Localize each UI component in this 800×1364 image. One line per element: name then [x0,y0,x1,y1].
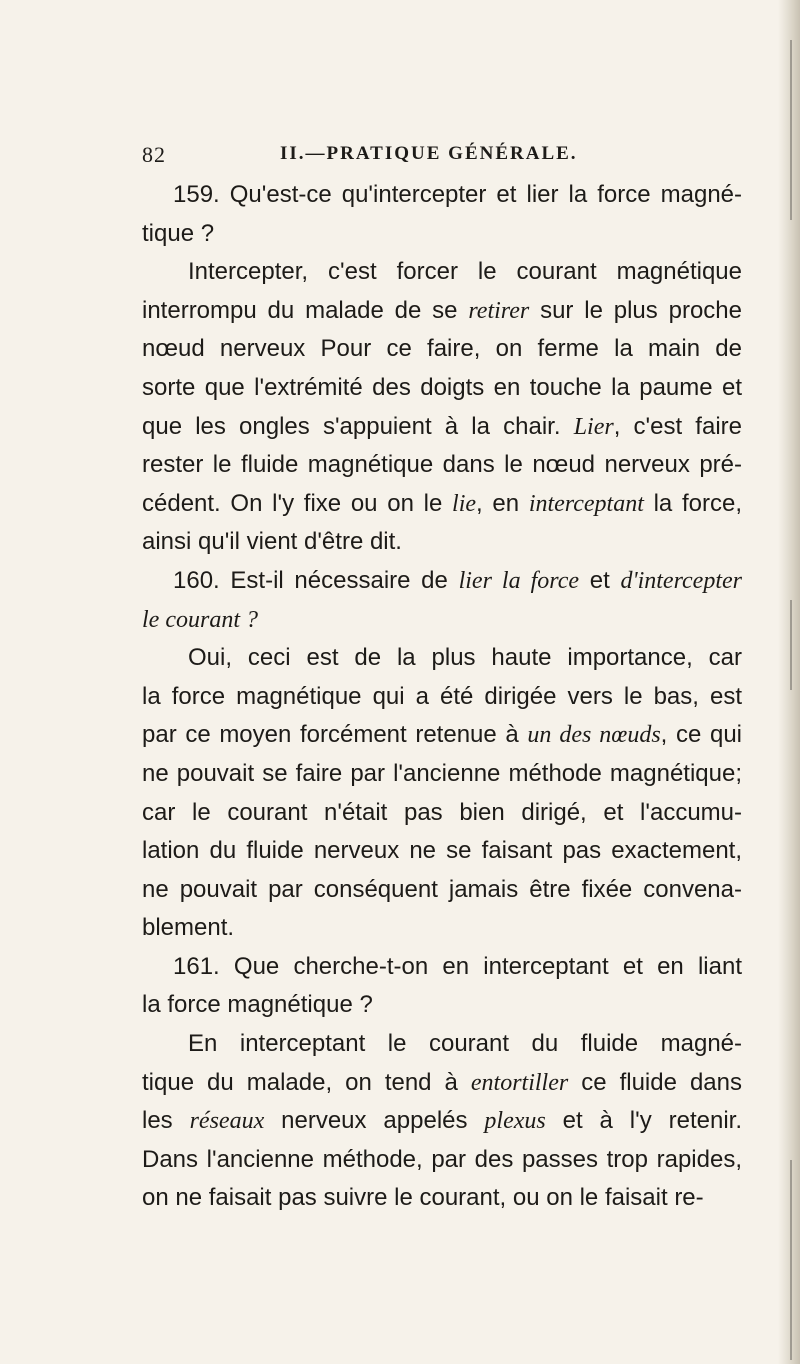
text-run: Dans l'ancienne méthode, par des passes trop rapides, [142,1145,742,1173]
italic-run: Lier [573,413,614,440]
text-line [142,330,742,369]
text-line [142,755,742,794]
text-line [142,601,742,640]
text-run: les [142,1107,190,1135]
italic-run: d'intercepter [620,567,742,594]
italic-run: lie [452,490,477,517]
page-edge-shadow [778,0,800,1364]
text-line [142,639,742,678]
text-run: blement. [142,914,235,942]
body-text [142,176,742,1218]
text-line [142,871,742,910]
text-run: tique du malade, on tend à [142,1068,471,1096]
text-line [142,1102,742,1141]
text-line [142,485,742,524]
text-line [142,909,742,948]
text-run: ainsi qu'il vient d'être dit. [142,528,402,556]
text-run: ne pouvait se faire par l'ancienne méthode magnétique; [142,759,742,787]
text-run: par ce moyen forcément retenue à [142,721,528,749]
text-run: , ce qui [660,721,742,749]
text-line [142,986,742,1025]
italic-run: plexus [484,1108,546,1135]
running-title: II.—PRATIQUE GÉNÉRALE. [280,143,578,164]
text-line [142,176,742,215]
text-run: ne pouvait par conséquent jamais être fixée convena- [142,875,742,903]
text-run: que les ongles s'appuient à la chair. [142,412,574,440]
italic-run: réseaux [189,1108,265,1135]
text-run: et à l'y retenir. [545,1107,742,1135]
text-line [142,369,742,408]
text-line [142,523,742,562]
text-line [142,446,742,485]
italic-run: lier la force [458,567,580,594]
text-run: ce fluide dans [568,1068,742,1096]
text-line [142,1141,742,1180]
edge-mark [790,1160,792,1360]
text-run: Intercepter, c'est forcer le courant magnétique [188,258,742,286]
text-line [142,1025,742,1064]
text-run: cédent. On l'y fixe ou on le [142,489,453,517]
text-run: Oui, ceci est de la plus haute importance, car [188,644,742,672]
text-run: 161. Que cherche-t-on en interceptant et en liant [173,952,742,980]
page-number: 82 [142,142,166,167]
text-line [142,562,742,601]
italic-run: un des nœuds [527,722,661,749]
edge-mark [790,40,792,220]
text-run: et [579,566,621,594]
text-run: nœud nerveux Pour ce faire, on ferme la main de [142,335,742,363]
text-line [142,1179,742,1218]
text-run: sur le plus proche [529,296,742,324]
text-line [142,1064,742,1103]
text-run: tique ? [142,219,215,247]
running-head [142,142,702,172]
italic-run: le courant ? [142,606,258,633]
text-run: la force magnétique qui a été dirigée vers le bas, est [142,682,742,710]
text-run: interrompu du malade de se [142,296,469,324]
text-run: on ne faisait pas suivre le courant, ou on le faisait re- [142,1184,704,1212]
edge-mark [790,600,792,690]
text-run: la force magnétique ? [142,991,373,1019]
text-line [142,832,742,871]
text-run: En interceptant le courant du fluide magné- [188,1030,742,1058]
text-run: 160. Est-il nécessaire de [173,566,459,594]
text-run: lation du fluide nerveux ne se faisant pas exactement, [142,837,742,865]
text-line [142,292,742,331]
italic-run: interceptant [528,490,644,517]
text-line [142,716,742,755]
text-line [142,253,742,292]
text-line [142,215,742,254]
text-line [142,948,742,987]
text-run: , en [476,489,529,517]
text-run: la force, [643,489,743,517]
text-run: nerveux appelés [264,1107,485,1135]
text-line [142,794,742,833]
text-run: , c'est faire [613,412,742,440]
italic-run: entortiller [470,1069,569,1096]
text-line [142,678,742,717]
text-run: 159. Qu'est-ce qu'intercepter et lier la force magné- [173,181,742,208]
text-run: car le courant n'était pas bien dirigé, et l'accumu- [142,798,742,826]
text-run: rester le fluide magnétique dans le nœud nerveux pré- [142,451,742,479]
text-run: sorte que l'extrémité des doigts en touche la paume et [142,373,742,401]
text-line [142,408,742,447]
italic-run: retirer [468,297,530,324]
